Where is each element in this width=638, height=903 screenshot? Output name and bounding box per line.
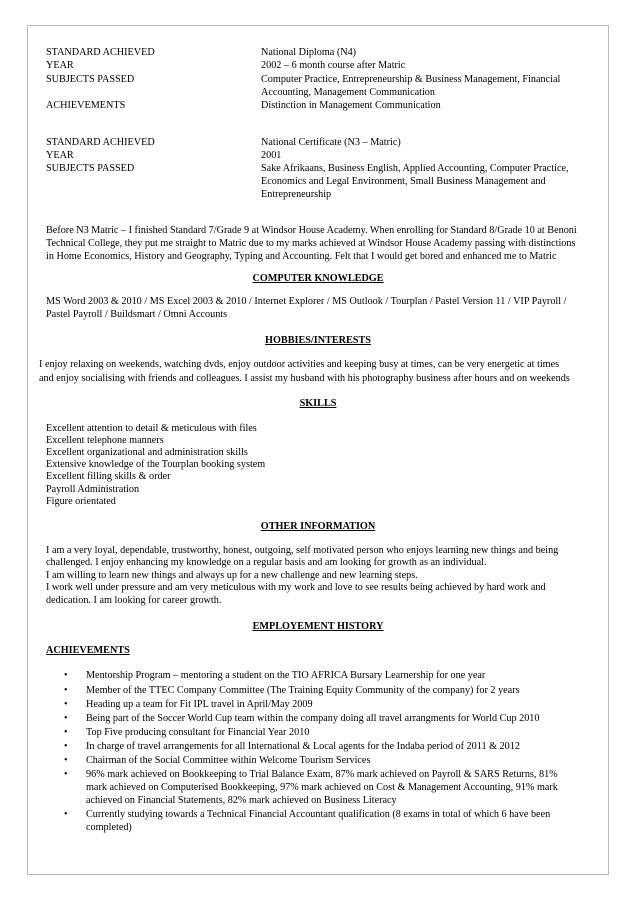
- before-matric-line: Before N3 Matric – I finished Standard 7/Grade 9 at Windsor House Academy. When enrolling for Standard 8/Grade 10 at Benoni: [46, 225, 577, 236]
- subjects-line: Entrepreneurship: [261, 189, 332, 200]
- bullet-icon: •: [64, 727, 68, 738]
- other-line: challenged. I enjoy enhancing my knowledge on a regular basis and am looking for growth as an individual.: [46, 557, 487, 568]
- skill-item: Figure orientated: [46, 496, 116, 507]
- skill-item: Excellent organizational and administration skills: [46, 447, 248, 458]
- achievements-label: ACHIEVEMENTS: [46, 100, 126, 111]
- subjects-line: Computer Practice, Entrepreneurship & Business Management, Financial: [261, 74, 561, 85]
- achievement-item: Being part of the Soccer World Cup team within the company doing all travel arrangments for World Cup 2010: [86, 713, 540, 724]
- subjects-label: SUBJECTS PASSED: [46, 163, 135, 174]
- other-line: dedication. I am looking for career growth.: [46, 595, 222, 606]
- year-label: YEAR: [46, 60, 74, 71]
- standard-achieved-value: National Certificate (N3 – Matric): [261, 137, 401, 148]
- bullet-icon: •: [64, 670, 68, 681]
- bullet-icon: •: [64, 699, 68, 710]
- achievement-item: Member of the TTEC Company Committee (The Training Equity Community of the company) for 2 years: [86, 685, 520, 696]
- achievement-item: Top Five producing consultant for Financial Year 2010: [86, 727, 310, 738]
- other-information-heading: OTHER INFORMATION: [260, 521, 376, 532]
- standard-achieved-label: STANDARD ACHIEVED: [46, 47, 155, 58]
- subjects-label: SUBJECTS PASSED: [46, 74, 135, 85]
- standard-achieved-value: National Diploma (N4): [261, 47, 357, 58]
- subjects-line: Economics and Legal Environment, Small Business Management and: [261, 176, 546, 187]
- employment-history-heading: EMPLOYEMENT HISTORY: [252, 621, 384, 632]
- skill-item: Payroll Administration: [46, 484, 140, 495]
- bullet-icon: •: [64, 713, 68, 724]
- skill-item: Excellent filling skills & order: [46, 471, 171, 482]
- achievements-value: Distinction in Management Communication: [261, 100, 441, 111]
- achievement-item: In charge of travel arrangements for all International & Local agents for the Indaba period of 2011 & 2012: [86, 741, 520, 752]
- achievement-item: Heading up a team for Fit IPL travel in April/May 2009: [86, 699, 313, 710]
- bullet-icon: •: [64, 755, 68, 766]
- year-label: YEAR: [46, 150, 74, 161]
- skill-item: Excellent attention to detail & meticulous with files: [46, 423, 257, 434]
- achievement-item-continued: completed): [86, 822, 132, 833]
- hobbies-line: and enjoy socialising with friends and colleagues. I assist my husband with his photography business after hours and on weekends: [39, 373, 570, 384]
- hobbies-heading: HOBBIES/INTERESTS: [265, 335, 371, 346]
- bullet-icon: •: [64, 685, 68, 696]
- computer-line: MS Word 2003 & 2010 / MS Excel 2003 & 2010 / Internet Explorer / MS Outlook / Tourplan / Pastel Version 11 / VIP Payroll /: [46, 296, 567, 307]
- other-line: I am a very loyal, dependable, trustworthy, honest, outgoing, self motivated person who enjoys learning new things and being: [46, 545, 559, 556]
- before-matric-line: Technical College, they put me straight to Matric due to my marks achieved at Windsor House Academy passing with distinctions: [46, 238, 576, 249]
- other-line: I am willing to learn new things and always up for a new challenge and new learning steps.: [46, 570, 418, 581]
- before-matric-line: in Home Economics, History and Geography, Typing and Accounting. Felt that I would get bored and enhanced me to Matric: [46, 251, 557, 262]
- achievement-item-continued: achieved on Financial Statements, 82% mark achieved on Business Literacy: [86, 795, 397, 806]
- achievement-item: Currently studying towards a Technical Financial Accountant qualification (8 exams in total of which 6 have been: [86, 809, 551, 820]
- computer-line: Pastel Payroll / Buildsmart / Omni Accounts: [46, 309, 228, 320]
- achievement-item: Mentorship Program – mentoring a student on the TIO AFRICA Bursary Learnership for one year: [86, 670, 486, 681]
- achievement-item: 96% mark achieved on Bookkeeping to Trial Balance Exam, 87% mark achieved on Payroll & SARS Returns, 81%: [86, 769, 558, 780]
- skills-heading: SKILLS: [299, 398, 337, 409]
- standard-achieved-label: STANDARD ACHIEVED: [46, 137, 155, 148]
- skill-item: Excellent telephone manners: [46, 435, 164, 446]
- other-line: I work well under pressure and am very meticulous with my work and love to see results being achieved by hard work and: [46, 582, 546, 593]
- bullet-icon: •: [64, 809, 68, 820]
- subjects-line: Accounting, Management Communication: [261, 87, 435, 98]
- hobbies-line: I enjoy relaxing on weekends, watching dvds, enjoy outdoor activities and keeping busy at times, can be very energetic at times: [39, 359, 560, 370]
- bullet-icon: •: [64, 741, 68, 752]
- bullet-icon: •: [64, 769, 68, 780]
- skill-item: Extensive knowledge of the Tourplan booking system: [46, 459, 266, 470]
- year-value: 2002 – 6 month course after Matric: [261, 60, 406, 71]
- computer-knowledge-heading: COMPUTER KNOWLEDGE: [252, 273, 384, 284]
- subjects-line: Sake Afrikaans, Business English, Applied Accounting, Computer Practice,: [261, 163, 569, 174]
- achievements-heading: ACHIEVEMENTS: [46, 645, 130, 656]
- achievement-item: Chairman of the Social Committee within Welcome Tourism Services: [86, 755, 371, 766]
- year-value: 2001: [261, 150, 282, 161]
- achievement-item-continued: mark achieved on Computerised Bookkeeping, 97% mark achieved on Cost & Management Accounting, 91% mark: [86, 782, 558, 793]
